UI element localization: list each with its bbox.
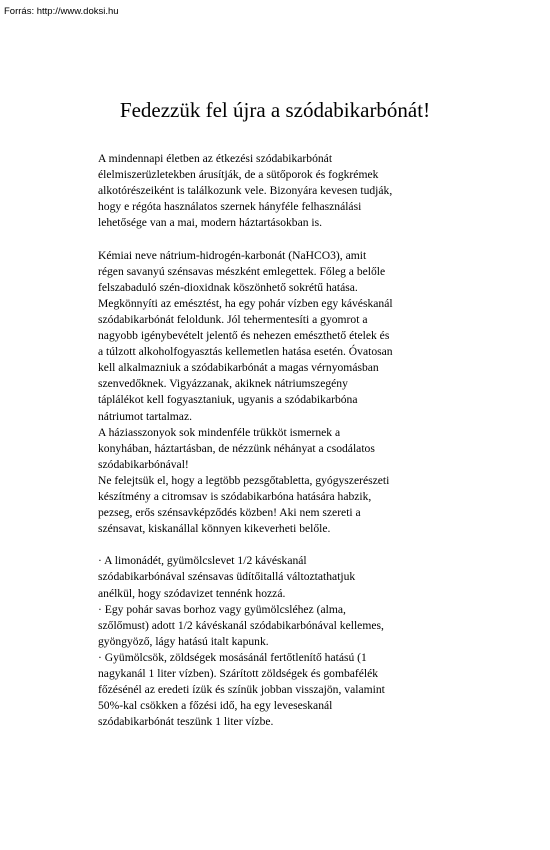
text-line: A mindennapi életben az étkezési szódabikarbónát	[98, 152, 333, 165]
text-line: nagyobb igénybevételt jelentő és nehezen emészthető ételek és	[98, 329, 390, 343]
page-title: Fedezzük fel újra a szódabikarbónát!	[119, 98, 431, 122]
text-line: szódabikarbónával!	[98, 457, 189, 471]
article-body	[98, 151, 458, 730]
text-line: Ne felejtsük el, hogy a legtöbb pezsgőtabletta, gyógyszerészeti	[98, 473, 390, 487]
text-line: A háziasszonyok sok mindenféle trükköt ismernek a	[98, 425, 341, 439]
text-line: Megkönnyíti az emésztést, ha egy pohár vízben egy kávéskanál	[98, 296, 393, 310]
text-line: szódabikarbónát teszünk 1 liter vízbe.	[98, 715, 274, 729]
text-line: szódabikarbónát feloldunk. Jól tehermentesíti a gyomrot a	[98, 312, 368, 326]
source-label: Forrás: http://www.doksi.hu	[4, 6, 119, 17]
text-line: táplálékot kell fogyasztaniuk, ugyanis a szódabikarbóna	[98, 393, 358, 407]
text-line: hogy e régóta használatos szernek hányféle felhasználási	[98, 200, 362, 214]
text-line: nagykanál 1 liter vízben). Szárított zöldségek és gombafélék	[98, 667, 379, 680]
text-line: anélkül, hogy szódavizet tennénk hozzá.	[98, 586, 286, 600]
text-line: élelmiszerüzletekben árusítják, de a sütőporok és fogkrémek	[98, 168, 379, 182]
text-line: főzésénél az eredeti ízük és színük jobban visszajön, valamint	[98, 683, 385, 697]
text-line: · Gyümölcsök, zöldségek mosásánál fertőtlenítő hatású (1	[98, 650, 367, 664]
text-line: · A limonádét, gyümölcslevet 1/2 kávéskanál	[98, 554, 307, 568]
text-line: szódabikarbónával szénsavas üdítőitallá változtathatjuk	[98, 570, 356, 584]
text-line: alkotórészeiként is találkozunk vele. Bizonyára kevesen tudják,	[98, 184, 393, 198]
text-line: Kémiai neve nátrium-hidrogén-karbonát (NaHCO3), amit	[98, 248, 367, 262]
paragraph-gap	[98, 537, 458, 553]
text-line: kell alkalmazniuk a szódabikarbónát a magas vérnyomásban	[98, 361, 379, 375]
paragraph-gap	[98, 231, 458, 247]
text-line: 50%-kal csökken a főzési idő, ha egy leveseskanál	[98, 699, 333, 713]
text-line: lehetősége van a mai, modern háztartásokban is.	[98, 216, 323, 230]
text-line: szőlőmust) adott 1/2 kávéskanál szódabikarbónával kellemes,	[98, 618, 384, 632]
text-line: · Egy pohár savas borhoz vagy gyümölcsléhez (alma,	[98, 602, 346, 616]
text-line: gyöngyöző, lágy hatású italt kapunk.	[98, 634, 269, 648]
text-line: szénsavat, kiskanállal könnyen kikeverheti belőle.	[98, 522, 331, 536]
text-line: konyhában, háztartásban, de nézzünk néhányat a csodálatos	[98, 441, 375, 455]
text-line: szenvedőknek. Vigyázzanak, akiknek nátriumszegény	[98, 377, 348, 391]
text-line: készítmény a citromsav is szódabikarbóna hatására habzik,	[98, 489, 372, 503]
text-line: a túlzott alkoholfogyasztás kellemetlen hatása esetén. Óvatosan	[98, 345, 393, 359]
text-line: pezseg, erős szénsavképződés közben! Aki nem szereti a	[98, 506, 361, 520]
text-line: régen savanyú szénsavas mészként emlegettek. Főleg a belőle	[98, 264, 386, 278]
text-line: felszabaduló szén-dioxidnak köszönhető sokrétű hatása.	[98, 280, 358, 294]
text-line: nátriumot tartalmaz.	[98, 409, 193, 423]
